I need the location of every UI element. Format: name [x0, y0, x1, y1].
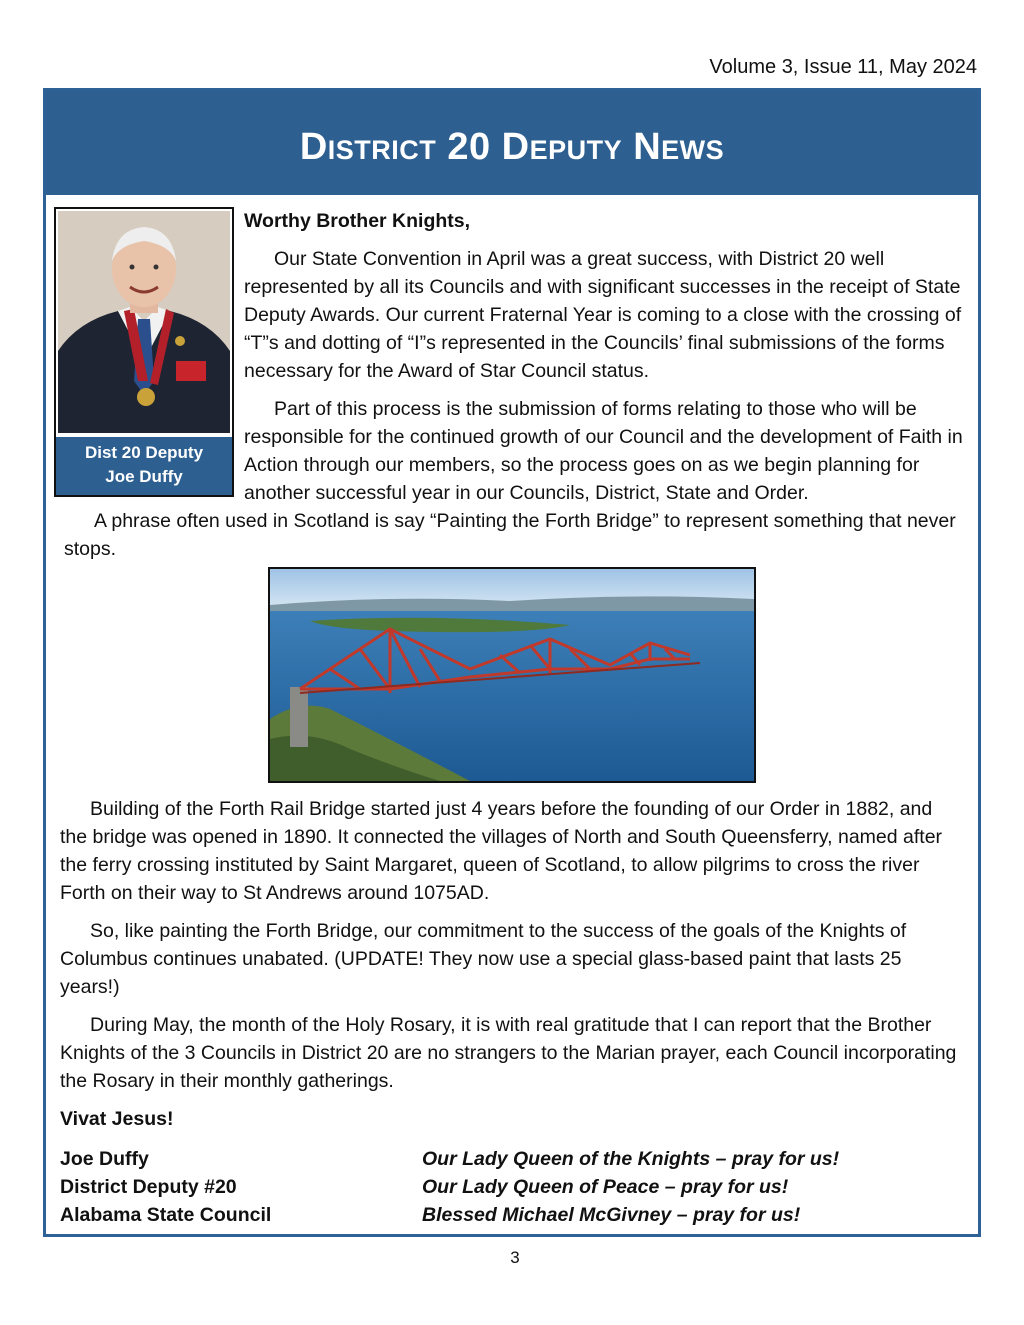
signature-org: Alabama State Council [60, 1204, 272, 1226]
caption-line-2: Joe Duffy [105, 467, 183, 486]
article-body [60, 207, 964, 1229]
signature-name: Joe Duffy [60, 1148, 149, 1170]
issue-line: Volume 3, Issue 11, May 2024 [709, 56, 977, 78]
signature-details [60, 1145, 422, 1229]
paragraph-2: Part of this process is the submission of forms relating to those who will be responsible for the continued growth of our Council and the development of Faith in Action through our members, so the process goes on as we begin planning for another successful year in our Councils, District, State and Order. [244, 398, 963, 504]
signature-block [60, 1145, 964, 1229]
newsletter-frame [43, 88, 981, 1237]
paragraph-6: During May, the month of the Holy Rosary, it is with real gratitude that I can report that the Brother Knights of the 3 Councils in District 20 are no strangers to the Marian prayer, each Council incorporating the Rosary in their monthly gatherings. [60, 1014, 957, 1092]
deputy-photo-box [54, 207, 234, 497]
prayer-1: Our Lady Queen of the Knights – pray for us! [422, 1148, 840, 1170]
paragraph-4: Building of the Forth Rail Bridge started just 4 years before the founding of our Order in 1882, and the bridge was opened in 1890. It connected the villages of North and South Queensferry, named after the ferry crossing instituted by Saint Margaret, queen of Scotland, to allow pilgrims to cross the river Forth on their way to St Andrews around 1075AD. [60, 798, 943, 904]
prayer-2: Our Lady Queen of Peace – pray for us! [422, 1176, 789, 1198]
paragraph-3: A phrase often used in Scotland is say “Painting the Forth Bridge” to represent something that never stops. [64, 510, 956, 560]
page-title: District 20 Deputy News [299, 125, 725, 168]
paragraph-5: So, like painting the Forth Bridge, our commitment to the success of the goals of the Knights of Columbus continues unabated. (UPDATE! They now use a special glass-based paint that lasts 25 years!) [60, 920, 907, 998]
caption-line-1: Dist 20 Deputy [84, 443, 204, 462]
closing-line: Vivat Jesus! [60, 1108, 174, 1130]
forth-bridge-image [268, 567, 756, 783]
deputy-portrait-image [58, 211, 230, 433]
paragraph-1: Our State Convention in April was a great success, with District 20 well represented by all its Councils and with significant successes in the receipt of State Deputy Awards. Our current Fraternal Year is coming to a close with the crossing of “T”s and dotting of “I”s represented in the Councils’ final submissions of the forms necessary for the Award of Star Council status. [244, 248, 962, 382]
title-banner [46, 91, 978, 195]
prayer-3: Blessed Michael McGivney – pray for us! [422, 1204, 801, 1226]
page-number: 3 [510, 1248, 520, 1267]
photo-caption [56, 437, 232, 495]
greeting: Worthy Brother Knights, [244, 210, 471, 232]
signature-role: District Deputy #20 [60, 1176, 237, 1198]
prayer-list [422, 1145, 839, 1229]
